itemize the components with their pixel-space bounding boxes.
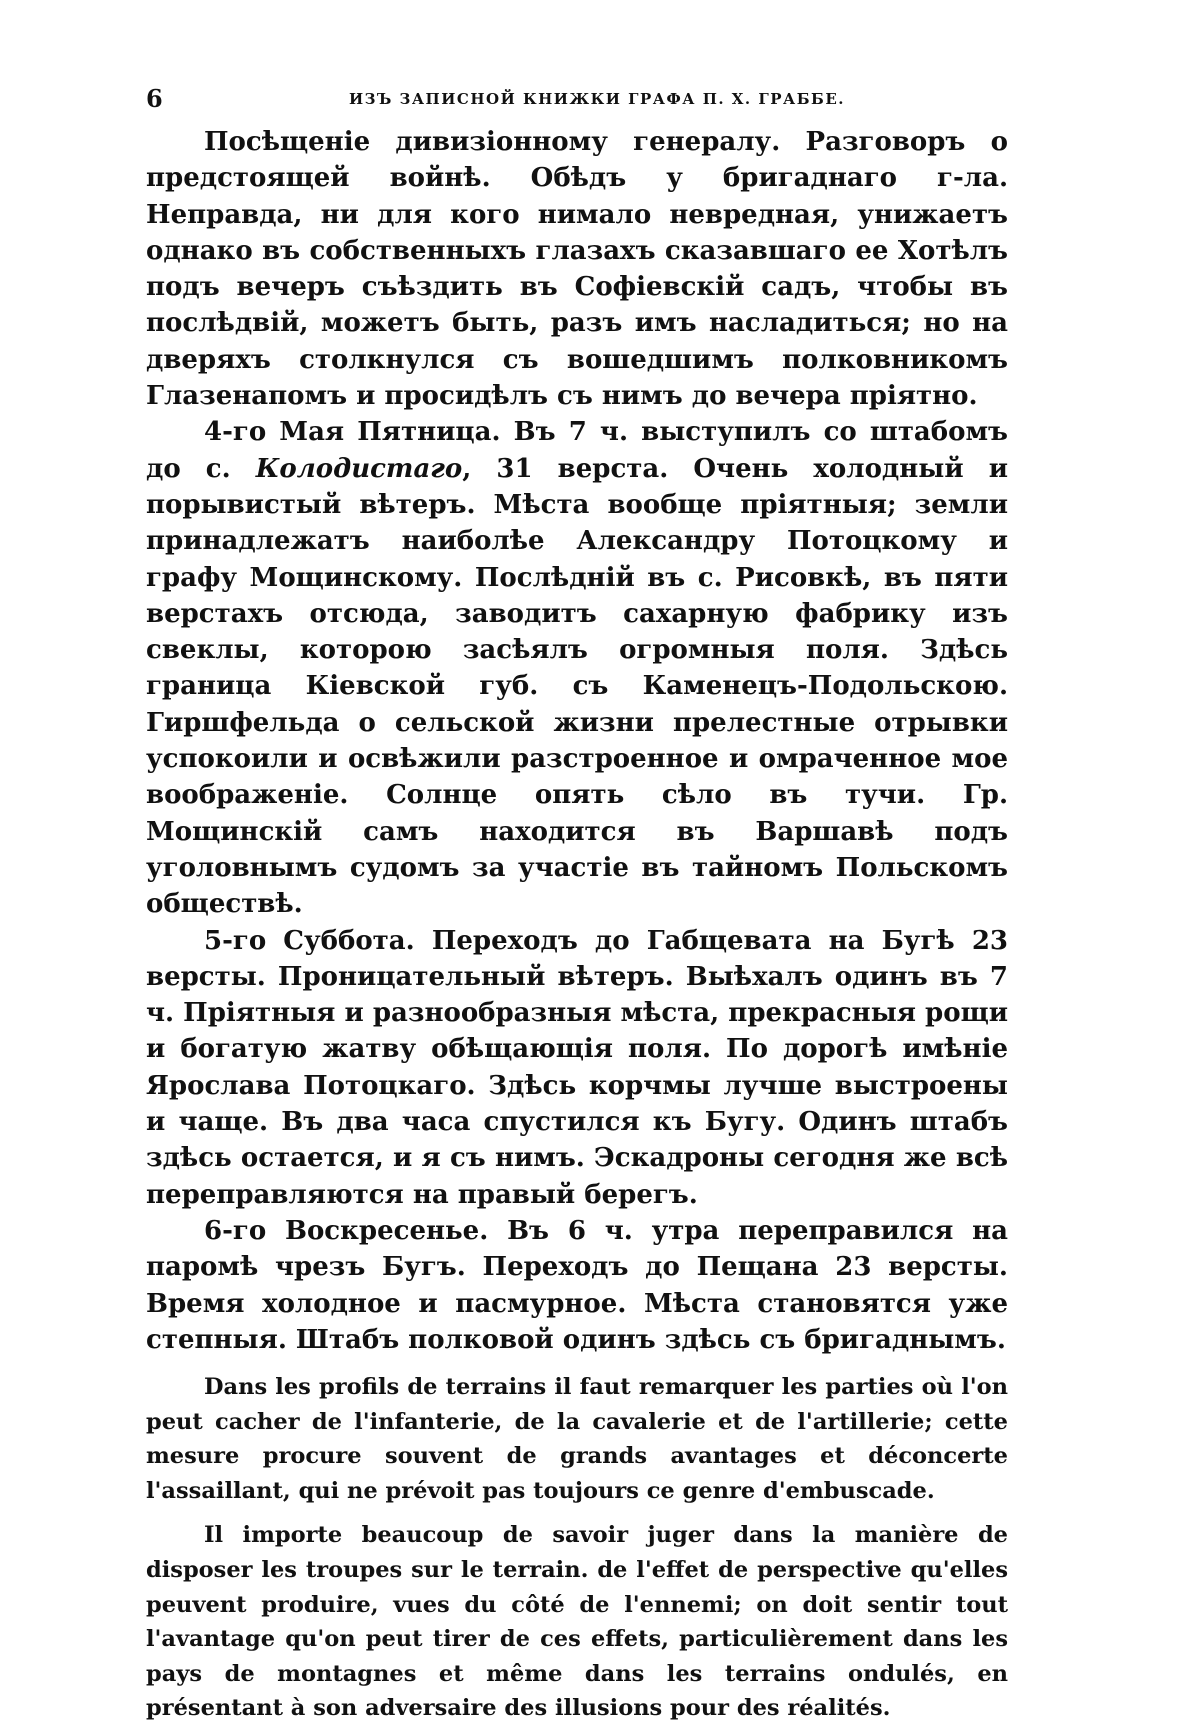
running-title: ИЗЪ ЗАПИСНОЙ КНИЖКИ ГРАФА П. Х. ГРАББЕ. [348, 90, 846, 108]
paragraph-visit: Посѣщеніе дивизіонному генералу. Разговоръ о предстоящей войнѣ. Обѣдъ у бригаднаго г-ла. Неправда, ни для кого нимало невредная, унижаетъ однако въ собственныхъ глазахъ сказавшаго ее Хотѣлъ подъ вечеръ съѣздить въ Софіевскій садъ, чтобы въ послѣдвій, можетъ быть, разъ имъ насладиться; но на дверяхъ столкнулся съ вошедшимъ полковникомъ Глазенапомъ и просидѣлъ съ нимъ до вечера пріятно. [146, 127, 1008, 412]
paragraph-may-4 [146, 414, 1008, 922]
page-body [146, 124, 1008, 1736]
paragraph-french-perspective: Il importe beaucoup de savoir juger dans la manière de disposer les troupes sur le terrain. de l'effet de perspective qu'elles peuvent produire, vues du côté de l'ennemi; on doit sentir tout l'avantage qu'on peut tirer de ces effets, particulièrement dans les pays de montagnes et même dans les terrains ondulés, en présentant à son adversaire des illusions pour des réalités. [146, 1522, 1008, 1722]
paragraph-may-4-lead: 4-го Мая Пятница. Въ 7 ч. выступилъ со штабомъ до с. [146, 417, 1008, 484]
paragraph-may-4-rest: , 31 верста. Очень холодный и порывистый вѣтеръ. Мѣста вообще пріятныя; земли принадлежатъ наиболѣе Александру Потоцкому и графу Мощинскому. Послѣдній въ с. Рисовкѣ, въ пяти верстахъ отсюда, заводитъ сахарную фабрику изъ свеклы, которою засѣялъ огромныя поля. Здѣсь граница Кіевской губ. съ Каменецъ-Подольскою. Гиршфельда о сельской жизни прелестные отрывки успокоили и освѣжили разстроенное и омраченное мое воображеніе. Солнце опять сѣло въ тучи. Гр. Мощинскій самъ находится въ Варшавѣ подъ уголовнымъ судомъ за участіе въ тайномъ Польскомъ обществѣ. [146, 453, 1008, 920]
french-text [146, 1370, 1008, 1726]
page-header [146, 84, 1008, 114]
page-number: 6 [146, 84, 163, 113]
paragraph-may-5: 5-го Суббота. Переходъ до Габщевата на Бугѣ 23 версты. Проницательный вѣтеръ. Выѣхалъ одинъ въ 7 ч. Пріятныя и разнообразныя мѣста, прекрасныя рощи и богатую жатву обѣщающія поля. По дорогѣ имѣніе Ярослава Потоцкаго. Здѣсь корчмы лучше выстроены и чаще. Въ два часа спустился къ Бугу. Одинъ штабъ здѣсь остается, и я съ нимъ. Эскадроны сегодня же всѣ переправляются на правый берегъ. [146, 925, 1008, 1210]
paragraph-french-terrain: Dans les profils de terrains il faut remarquer les parties où l'on peut cacher de l'infanterie, de la cavalerie et de l'artillerie; cette mesure procure souvent de grands avantages et déconcerte l'assaillant, qui ne prévoit pas toujours ce genre d'embuscade. [146, 1374, 1008, 1504]
russian-text [146, 124, 1008, 1358]
place-name-kolodistago: Колодистаго [255, 453, 463, 484]
paragraph-may-6: 6-го Воскресенье. Въ 6 ч. утра переправился на паромѣ чрезъ Бугъ. Переходъ до Пещана 23 версты. Время холодное и пасмурное. Мѣста становятся уже степныя. Штабъ полковой одинъ здѣсь съ бригаднымъ. [146, 1215, 1008, 1355]
